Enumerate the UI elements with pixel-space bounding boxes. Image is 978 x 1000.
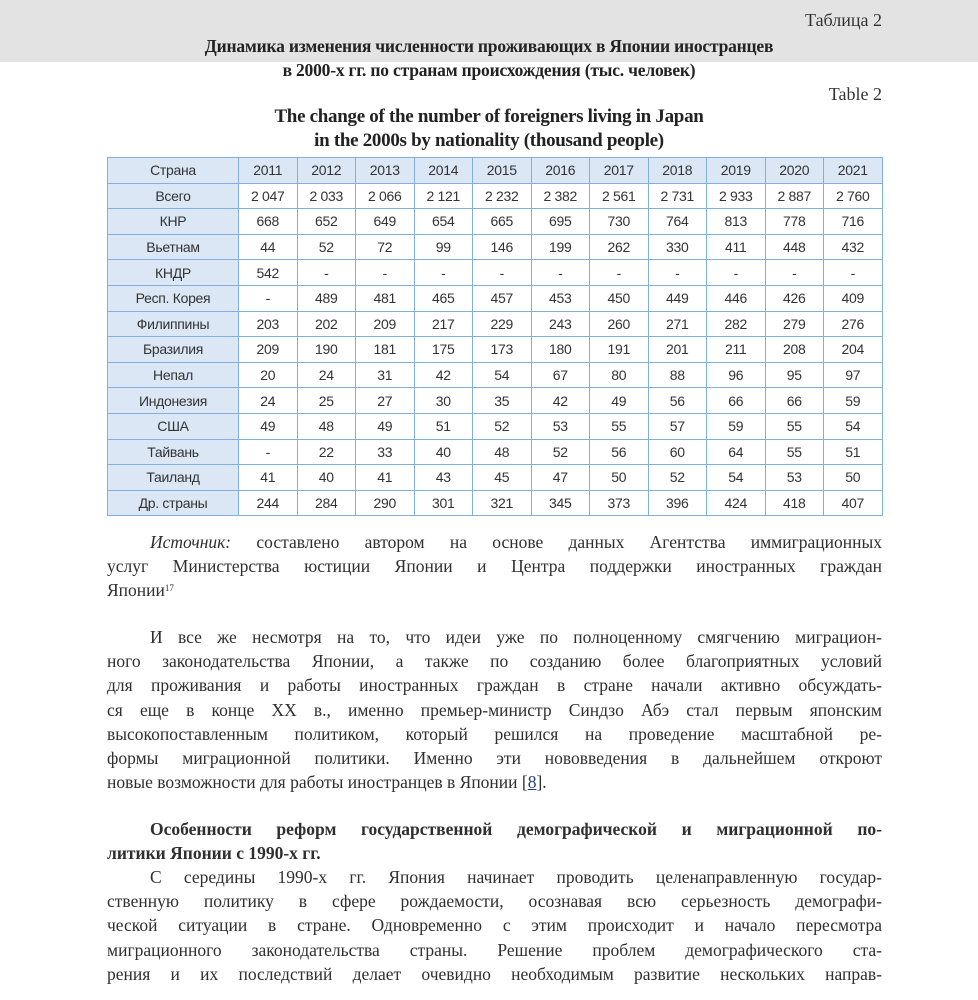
value-cell: 35 — [473, 388, 532, 414]
value-cell: 2 887 — [765, 183, 824, 209]
value-cell: 66 — [765, 388, 824, 414]
value-cell: - — [648, 260, 707, 286]
value-cell: - — [239, 439, 298, 465]
col-header-year: 2019 — [707, 158, 766, 184]
table-row — [108, 209, 883, 235]
value-cell: 97 — [824, 362, 883, 388]
value-cell: 67 — [531, 362, 590, 388]
value-cell: 450 — [590, 285, 649, 311]
value-cell: 2 731 — [648, 183, 707, 209]
value-cell: 2 561 — [590, 183, 649, 209]
table-row — [108, 490, 883, 516]
value-cell: 202 — [297, 311, 356, 337]
col-header-year: 2017 — [590, 158, 649, 184]
col-header-year: 2014 — [414, 158, 473, 184]
section-heading — [107, 817, 882, 865]
country-cell: Всего — [108, 183, 239, 209]
value-cell: 418 — [765, 490, 824, 516]
value-cell: 48 — [473, 439, 532, 465]
value-cell: 284 — [297, 490, 356, 516]
value-cell: 173 — [473, 337, 532, 363]
value-cell: 190 — [297, 337, 356, 363]
paragraph-line: ческой ситуации в стране. Одновременно с этим происходит и начало пересмотра — [107, 915, 882, 936]
value-cell: 42 — [531, 388, 590, 414]
value-cell: 665 — [473, 209, 532, 235]
value-cell: 276 — [824, 311, 883, 337]
col-header-year: 2020 — [765, 158, 824, 184]
value-cell: 244 — [239, 490, 298, 516]
value-cell: 2 382 — [531, 183, 590, 209]
value-cell: 2 066 — [356, 183, 415, 209]
paragraph-line: новые возможности для работы иностранцев в Японии [8]. — [107, 772, 547, 793]
paragraph-line: высокопоставленным политиком, который решился на проведение масштабной ре- — [107, 723, 882, 744]
value-cell: 211 — [707, 337, 766, 363]
value-cell: 53 — [531, 413, 590, 439]
value-cell: 66 — [707, 388, 766, 414]
value-cell: 481 — [356, 285, 415, 311]
value-cell: 22 — [297, 439, 356, 465]
value-cell: 41 — [239, 465, 298, 491]
value-cell: 321 — [473, 490, 532, 516]
value-cell: 457 — [473, 285, 532, 311]
source-label: Источник: — [150, 532, 232, 552]
country-cell: Респ. Корея — [108, 285, 239, 311]
value-cell: 409 — [824, 285, 883, 311]
value-cell: 209 — [356, 311, 415, 337]
country-cell: Непал — [108, 362, 239, 388]
value-cell: 199 — [531, 234, 590, 260]
col-header-year: 2012 — [297, 158, 356, 184]
value-cell: 426 — [765, 285, 824, 311]
value-cell: 44 — [239, 234, 298, 260]
value-cell: 41 — [356, 465, 415, 491]
value-cell: 95 — [765, 362, 824, 388]
value-cell: 24 — [239, 388, 298, 414]
col-header-year: 2018 — [648, 158, 707, 184]
col-header-year: 2011 — [239, 158, 298, 184]
value-cell: 48 — [297, 413, 356, 439]
value-cell: 654 — [414, 209, 473, 235]
value-cell: 52 — [648, 465, 707, 491]
paragraph-line: рения и их последствий делает очевидно необходимым развитие нескольких направ- — [107, 963, 882, 984]
value-cell: 60 — [648, 439, 707, 465]
value-cell: 96 — [707, 362, 766, 388]
value-cell: 204 — [824, 337, 883, 363]
value-cell: 56 — [590, 439, 649, 465]
value-cell: - — [414, 260, 473, 286]
col-header-country: Страна — [108, 158, 239, 184]
value-cell: 180 — [531, 337, 590, 363]
value-cell: 52 — [531, 439, 590, 465]
value-cell: 764 — [648, 209, 707, 235]
value-cell: 649 — [356, 209, 415, 235]
value-cell: 301 — [414, 490, 473, 516]
reference-link[interactable]: 8 — [527, 772, 537, 793]
value-cell: 730 — [590, 209, 649, 235]
value-cell: 51 — [414, 413, 473, 439]
value-cell: 345 — [531, 490, 590, 516]
value-cell: 54 — [707, 465, 766, 491]
value-cell: 72 — [356, 234, 415, 260]
value-cell: 243 — [531, 311, 590, 337]
value-cell: 55 — [765, 413, 824, 439]
value-cell: 424 — [707, 490, 766, 516]
source-line-3: Японии$^{17}$ — [107, 580, 174, 601]
value-cell: 432 — [824, 234, 883, 260]
country-cell: КНР — [108, 209, 239, 235]
heading-line: литики Японии с 1990-х гг. — [107, 843, 321, 864]
value-cell: 2 121 — [414, 183, 473, 209]
value-cell: 59 — [824, 388, 883, 414]
country-cell: Филиппины — [108, 311, 239, 337]
value-cell: 52 — [297, 234, 356, 260]
paragraph-line: ного законодательства Японии, а также по созданию более благоприятных условий — [107, 651, 882, 672]
table-row — [108, 183, 883, 209]
country-cell: Индонезия — [108, 388, 239, 414]
col-header-year: 2021 — [824, 158, 883, 184]
value-cell: 448 — [765, 234, 824, 260]
value-cell: 191 — [590, 337, 649, 363]
value-cell: 2 047 — [239, 183, 298, 209]
foreigners-table — [107, 157, 883, 516]
value-cell: 271 — [648, 311, 707, 337]
country-cell: Др. страны — [108, 490, 239, 516]
value-cell: 33 — [356, 439, 415, 465]
value-cell: 217 — [414, 311, 473, 337]
value-cell: 279 — [765, 311, 824, 337]
value-cell: 542 — [239, 260, 298, 286]
table-row — [108, 311, 883, 337]
paragraph-line: для проживания и работы иностранных граждан в стране начали активно обсуждать- — [107, 675, 882, 696]
value-cell: - — [297, 260, 356, 286]
value-cell: 55 — [765, 439, 824, 465]
value-cell: 59 — [707, 413, 766, 439]
value-cell: 40 — [297, 465, 356, 491]
value-cell: 56 — [648, 388, 707, 414]
heading-line: Особенности реформ государственной демографической и миграционной по- — [150, 819, 882, 839]
value-cell: 53 — [765, 465, 824, 491]
table-row — [108, 260, 883, 286]
value-cell: 2 033 — [297, 183, 356, 209]
value-cell: - — [239, 285, 298, 311]
value-cell: 43 — [414, 465, 473, 491]
value-cell: 49 — [590, 388, 649, 414]
paragraph-1 — [107, 625, 882, 794]
value-cell: 40 — [414, 439, 473, 465]
value-cell: 446 — [707, 285, 766, 311]
value-cell: 813 — [707, 209, 766, 235]
source-line-1: Источник: составлено автором на основе данных Агентства иммиграционных — [150, 532, 882, 552]
value-cell: 2 760 — [824, 183, 883, 209]
value-cell: 54 — [473, 362, 532, 388]
country-cell: Вьетнам — [108, 234, 239, 260]
paragraph-2 — [107, 865, 882, 986]
table-row — [108, 439, 883, 465]
value-cell: 489 — [297, 285, 356, 311]
value-cell: 411 — [707, 234, 766, 260]
table-row — [108, 234, 883, 260]
value-cell: 373 — [590, 490, 649, 516]
value-cell: 407 — [824, 490, 883, 516]
value-cell: 42 — [414, 362, 473, 388]
value-cell: 27 — [356, 388, 415, 414]
table-row — [108, 362, 883, 388]
value-cell: 282 — [707, 311, 766, 337]
value-cell: 31 — [356, 362, 415, 388]
value-cell: 49 — [239, 413, 298, 439]
value-cell: 88 — [648, 362, 707, 388]
source-line-2: услуг Министерства юстиции Японии и Центра поддержки иностранных граждан — [107, 556, 882, 577]
paragraph-line: ственную политику в сфере рождаемости, осознавая всю серьезность демографи- — [107, 891, 882, 912]
value-cell: 778 — [765, 209, 824, 235]
value-cell: 50 — [824, 465, 883, 491]
value-cell: 465 — [414, 285, 473, 311]
table-body — [108, 183, 883, 516]
col-header-year: 2015 — [473, 158, 532, 184]
paragraph-line: И все же несмотря на то, что идеи уже по полноценному смягчению миграцион- — [150, 627, 882, 647]
table-title-ru-line1: Динамика изменения численности проживающих в Японии иностранцев — [204, 36, 774, 56]
value-cell: 20 — [239, 362, 298, 388]
value-cell: - — [590, 260, 649, 286]
country-cell: Таиланд — [108, 465, 239, 491]
value-cell: 208 — [765, 337, 824, 363]
table-row — [108, 413, 883, 439]
value-cell: - — [473, 260, 532, 286]
value-cell: 55 — [590, 413, 649, 439]
value-cell: 453 — [531, 285, 590, 311]
value-cell: 51 — [824, 439, 883, 465]
value-cell: 49 — [356, 413, 415, 439]
value-cell: 54 — [824, 413, 883, 439]
country-cell: США — [108, 413, 239, 439]
value-cell: 45 — [473, 465, 532, 491]
country-cell: Тайвань — [108, 439, 239, 465]
value-cell: 52 — [473, 413, 532, 439]
paragraph-line: миграционного законодательства страны. Решение проблем демографического ста- — [107, 939, 882, 960]
paragraph-line: формы миграционной политики. Именно эти нововведения в дальнейшем откроют — [107, 748, 882, 769]
value-cell: 396 — [648, 490, 707, 516]
table-row — [108, 285, 883, 311]
value-cell: 30 — [414, 388, 473, 414]
footnote-marker[interactable]: 17 — [164, 583, 174, 594]
paragraph-line: ся еще в конце XX в., именно премьер-министр Синдзо Абэ стал первым японским — [107, 699, 882, 720]
value-cell: 695 — [531, 209, 590, 235]
value-cell: 50 — [590, 465, 649, 491]
country-cell: Бразилия — [108, 337, 239, 363]
value-cell: 80 — [590, 362, 649, 388]
table-title-en-line1: The change of the number of foreigners living in Japan — [274, 106, 704, 127]
col-header-year: 2013 — [356, 158, 415, 184]
country-cell: КНДР — [108, 260, 239, 286]
value-cell: 449 — [648, 285, 707, 311]
value-cell: 716 — [824, 209, 883, 235]
col-header-year: 2016 — [531, 158, 590, 184]
value-cell: 175 — [414, 337, 473, 363]
value-cell: 262 — [590, 234, 649, 260]
value-cell: 99 — [414, 234, 473, 260]
table-label-ru: Таблица 2 — [805, 10, 882, 30]
table-title-ru-line2: в 2000-х гг. по странам происхождения (тыс. человек) — [282, 60, 696, 80]
source-note — [107, 530, 882, 603]
value-cell: 64 — [707, 439, 766, 465]
value-cell: 25 — [297, 388, 356, 414]
value-cell: 146 — [473, 234, 532, 260]
table-title-en-line2: in the 2000s by nationality (thousand people) — [314, 130, 664, 151]
value-cell: 2 933 — [707, 183, 766, 209]
value-cell: 209 — [239, 337, 298, 363]
value-cell: 203 — [239, 311, 298, 337]
value-cell: 260 — [590, 311, 649, 337]
table-label-en: Table 2 — [828, 84, 882, 104]
value-cell: 57 — [648, 413, 707, 439]
value-cell: 47 — [531, 465, 590, 491]
value-cell: 229 — [473, 311, 532, 337]
value-cell: - — [824, 260, 883, 286]
value-cell: 330 — [648, 234, 707, 260]
value-cell: 652 — [297, 209, 356, 235]
table-row — [108, 388, 883, 414]
value-cell: 181 — [356, 337, 415, 363]
value-cell: 201 — [648, 337, 707, 363]
paragraph-line: С середины 1990-х гг. Япония начинает проводить целенаправленную государ- — [150, 867, 882, 887]
table-row — [108, 337, 883, 363]
table-row — [108, 465, 883, 491]
value-cell: 290 — [356, 490, 415, 516]
value-cell: - — [531, 260, 590, 286]
value-cell: 2 232 — [473, 183, 532, 209]
value-cell: 24 — [297, 362, 356, 388]
value-cell: - — [356, 260, 415, 286]
value-cell: - — [765, 260, 824, 286]
value-cell: 668 — [239, 209, 298, 235]
table-header-row — [108, 158, 883, 184]
value-cell: - — [707, 260, 766, 286]
